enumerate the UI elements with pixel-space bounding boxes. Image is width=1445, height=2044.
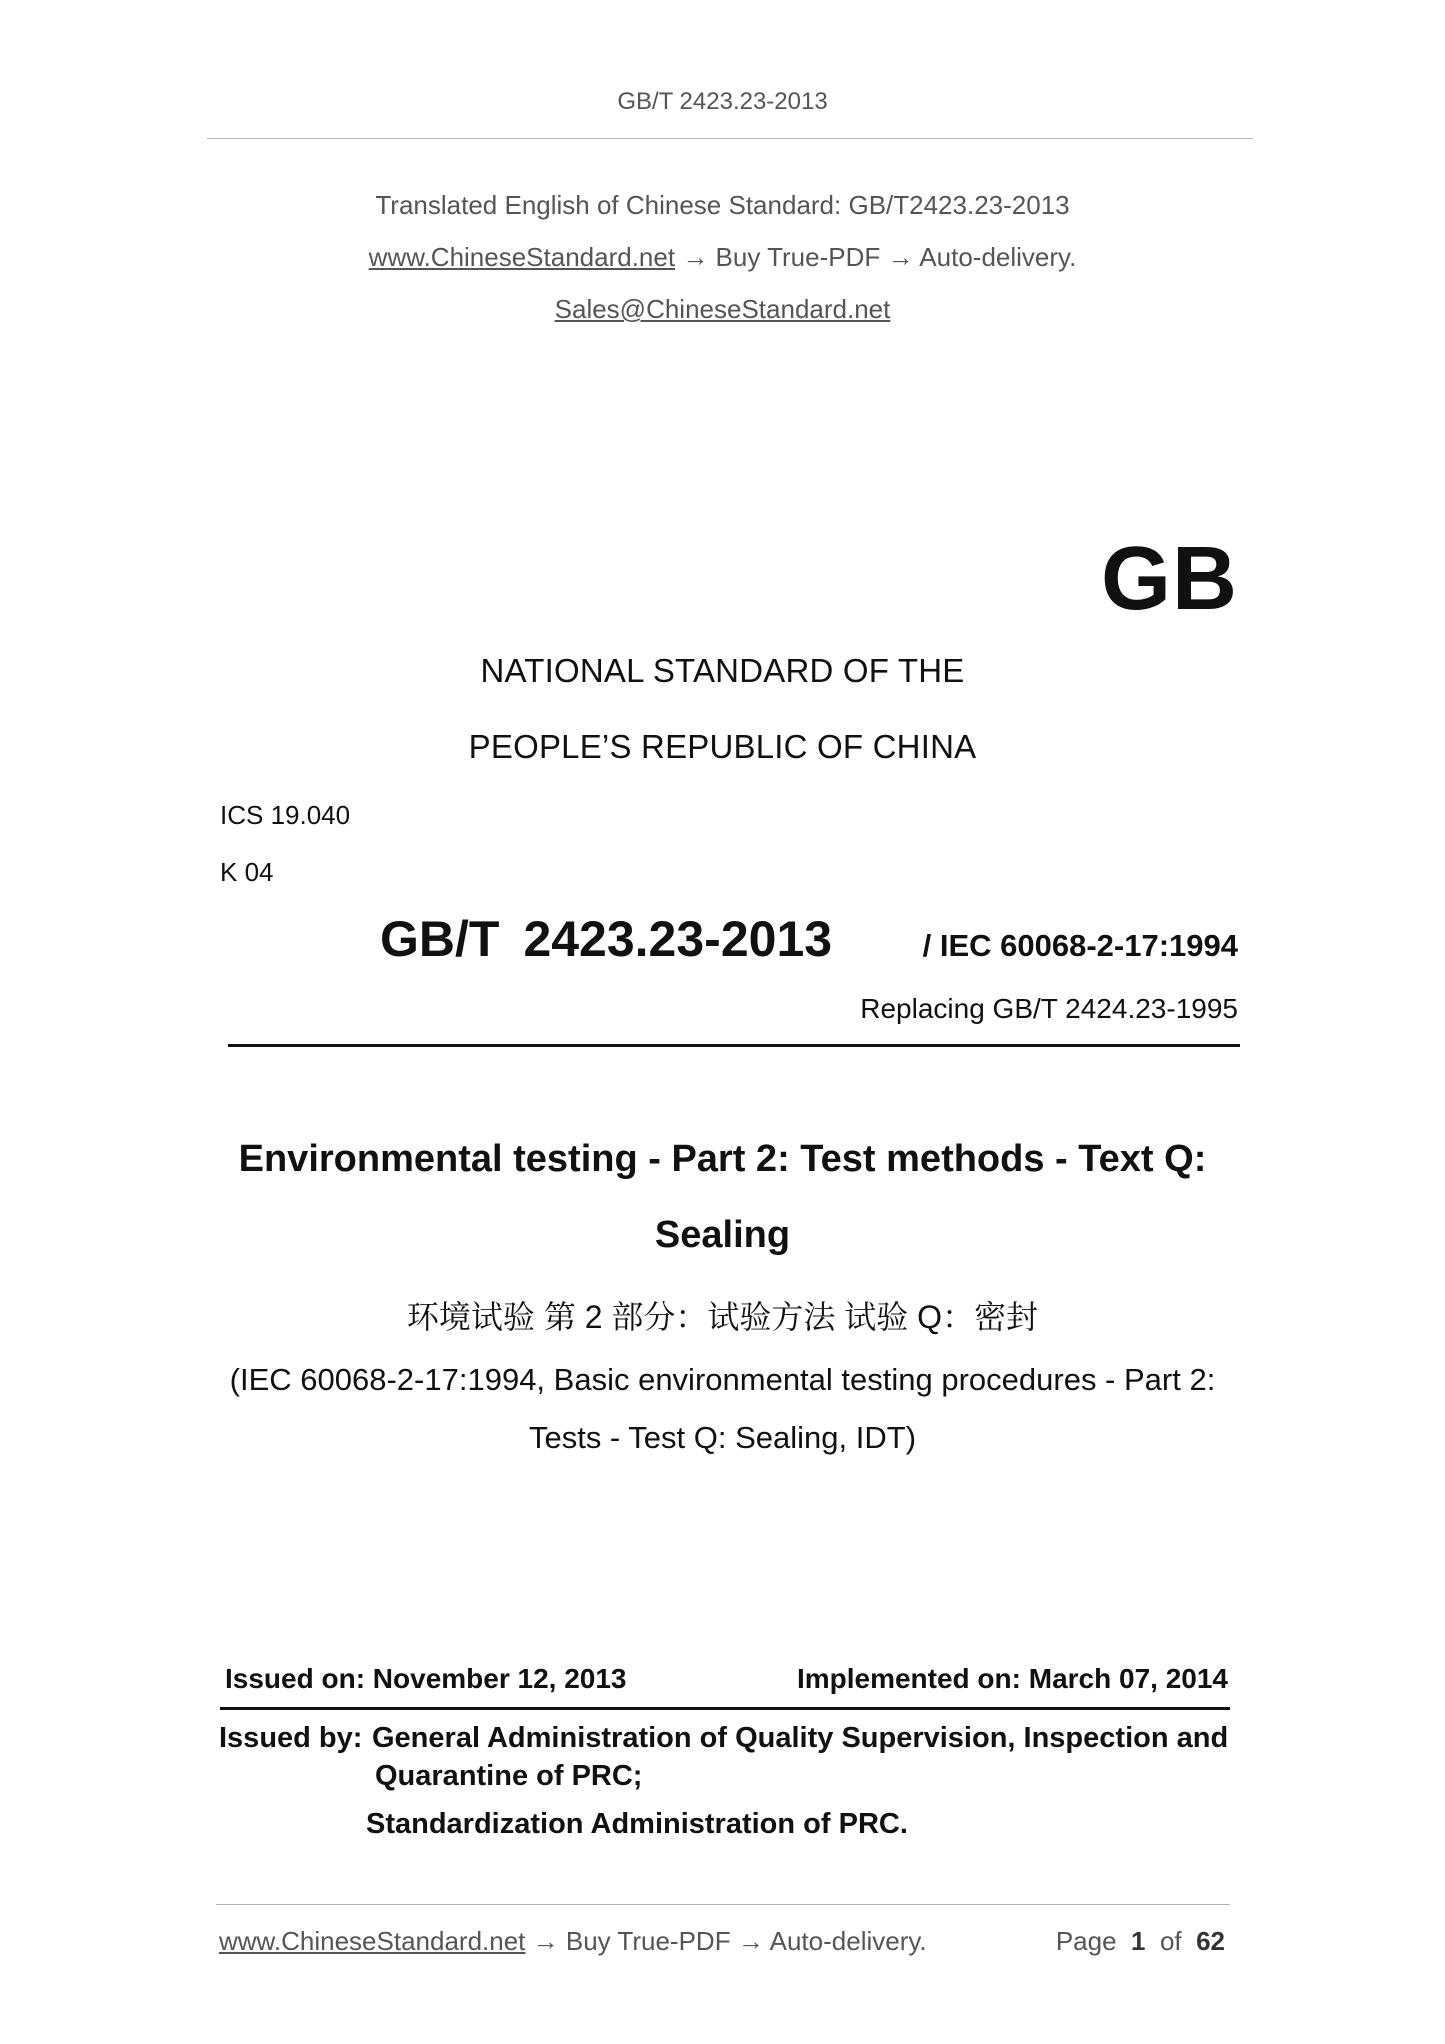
sales-email-link[interactable]: Sales@ChineseStandard.net xyxy=(554,294,891,324)
issued-by-line2: Quarantine of PRC; xyxy=(375,1760,643,1792)
page-current: 1 xyxy=(1131,1926,1146,1956)
title-divider xyxy=(228,1044,1240,1047)
national-standard-line2: PEOPLE’S REPUBLIC OF CHINA xyxy=(468,728,977,765)
title-english-line1: Environmental testing - Part 2: Test methods - Text Q: xyxy=(238,1138,1207,1180)
footer-auto-text: Auto-delivery. xyxy=(769,1926,927,1956)
promo-email-line xyxy=(0,294,1445,325)
footer-divider xyxy=(216,1904,1230,1905)
issued-by-line1: General Administration of Quality Supervision, Inspection and xyxy=(372,1722,1229,1754)
iec-equivalence-line2: Tests - Test Q: Sealing, IDT) xyxy=(528,1420,917,1455)
page-total: 62 xyxy=(1196,1926,1225,1956)
site-link[interactable]: www.ChineseStandard.net xyxy=(368,242,676,272)
running-header: GB/T 2423.23-2013 xyxy=(617,88,828,115)
national-standard-line1: NATIONAL STANDARD OF THE xyxy=(480,652,965,689)
page-of: of xyxy=(1159,1926,1182,1956)
footer-site-link[interactable]: www.ChineseStandard.net xyxy=(219,1926,526,1956)
header-divider xyxy=(207,138,1253,139)
issued-on: Issued on: November 12, 2013 xyxy=(225,1663,627,1694)
page-label: Page xyxy=(1055,1926,1117,1956)
footer-links xyxy=(219,1926,927,1957)
title-english-line2: Sealing xyxy=(654,1214,791,1256)
gb-logo: GB xyxy=(1101,529,1238,629)
implemented-on: Implemented on: March 07, 2014 xyxy=(796,1663,1228,1694)
title-chinese: 环境试验 第 2 部分：试验方法 试验 Q：密封 xyxy=(406,1299,1039,1335)
page-indicator xyxy=(1056,1926,1225,1957)
standard-code: 2423.23-2013 xyxy=(523,911,833,967)
iec-reference: / IEC 60068-2-17:1994 xyxy=(922,928,1238,963)
replacing-note: Replacing GB/T 2424.23-1995 xyxy=(860,993,1238,1024)
arrow-icon: → xyxy=(737,1926,764,1956)
arrow-icon: → xyxy=(532,1926,559,1956)
dates-divider xyxy=(220,1707,1230,1710)
buy-true-pdf-text: Buy True-PDF xyxy=(715,242,881,272)
standard-prefix: GB/T xyxy=(380,911,500,967)
standard-number xyxy=(380,910,856,968)
ics-code: ICS 19.040 xyxy=(220,800,351,830)
footer-buy-text: Buy True-PDF xyxy=(565,1926,731,1956)
iec-equivalence-line1: (IEC 60068-2-17:1994, Basic environmental testing procedures - Part 2: xyxy=(229,1362,1216,1397)
auto-delivery-text: Auto-delivery. xyxy=(919,242,1077,272)
ccs-code: K 04 xyxy=(220,857,274,887)
arrow-icon: → xyxy=(887,242,914,272)
promo-title: Translated English of Chinese Standard: GB/T2423.23-2013 xyxy=(375,190,1070,220)
issued-by-label: Issued by: xyxy=(219,1722,363,1754)
arrow-icon: → xyxy=(682,242,709,272)
promo-links xyxy=(0,242,1445,273)
issued-by-line3: Standardization Administration of PRC. xyxy=(366,1808,908,1840)
